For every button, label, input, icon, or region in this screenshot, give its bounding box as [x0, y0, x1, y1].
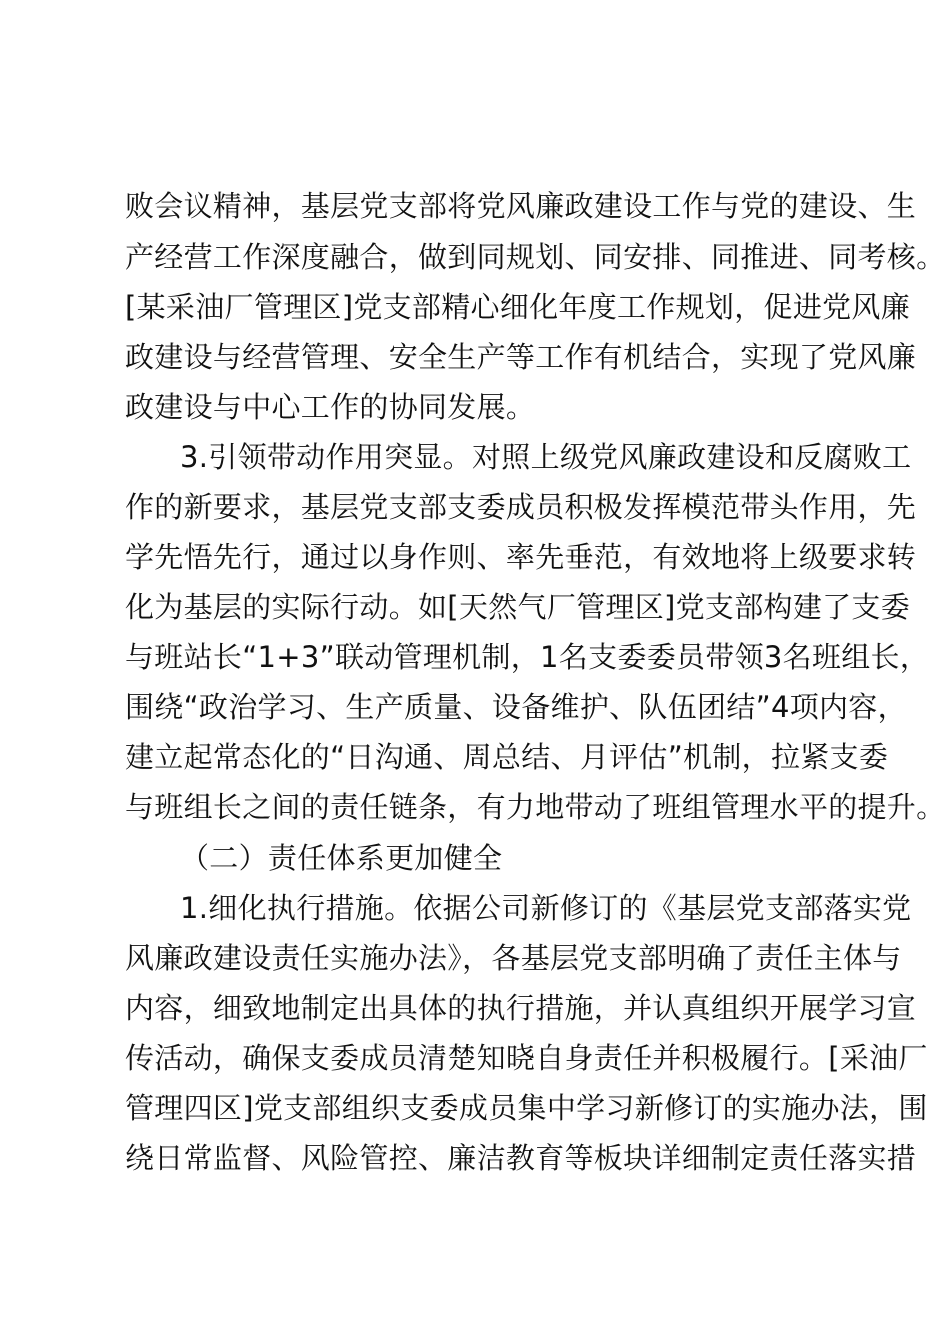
paragraph-line: [某采油厂管理区]党支部精心细化年度工作规划，促进党风廉 [125, 290, 911, 324]
paragraph-line: 政建设与中心工作的协同发展。 [125, 390, 536, 424]
paragraph-line: 内容，细致地制定出具体的执行措施，并认真组织开展学习宣 [125, 991, 917, 1025]
paragraph-line: 政建设与经营管理、安全生产等工作有机结合，实现了党风廉 [125, 340, 917, 374]
paragraph-line: 与班组长之间的责任链条，有力地带动了班组管理水平的提升。 [125, 790, 946, 824]
paragraph-line: 建立起常态化的“日沟通、周总结、月评估”机制，拉紧支委 [125, 740, 889, 774]
paragraph-line: 传活动，确保支委成员清楚知晓自身责任并积极履行。[采油厂 [125, 1041, 928, 1075]
paragraph-line: 1.细化执行措施。依据公司新修订的《基层党支部落实党 [180, 891, 912, 925]
paragraph-line: 管理四区]党支部组织支委成员集中学习新修订的实施办法，围 [125, 1091, 928, 1125]
paragraph-line: 败会议精神，基层党支部将党风廉政建设工作与党的建设、生 [125, 189, 917, 223]
paragraph-line: 作的新要求，基层党支部支委成员积极发挥模范带头作用，先 [125, 490, 917, 524]
section-heading: （二）责任体系更加健全 [180, 841, 503, 875]
paragraph-line: 绕日常监督、风险管控、廉洁教育等板块详细制定责任落实措 [125, 1141, 917, 1175]
paragraph-line: 3.引领带动作用突显。对照上级党风廉政建设和反腐败工 [180, 440, 912, 474]
paragraph-line: 风廉政建设责任实施办法》，各基层党支部明确了责任主体与 [125, 941, 902, 975]
paragraph-line: 与班站长“1+3”联动管理机制，1名支委委员带领3名班组长， [125, 640, 930, 674]
paragraph-line: 学先悟先行，通过以身作则、率先垂范，有效地将上级要求转 [125, 540, 917, 574]
paragraph-line: 产经营工作深度融合，做到同规划、同安排、同推进、同考核。 [125, 240, 946, 274]
paragraph-line: 化为基层的实际行动。如[天然气厂管理区]党支部构建了支委 [125, 590, 911, 624]
paragraph-line: 围绕“政治学习、生产质量、设备维护、队伍团结”4项内容， [125, 690, 907, 724]
